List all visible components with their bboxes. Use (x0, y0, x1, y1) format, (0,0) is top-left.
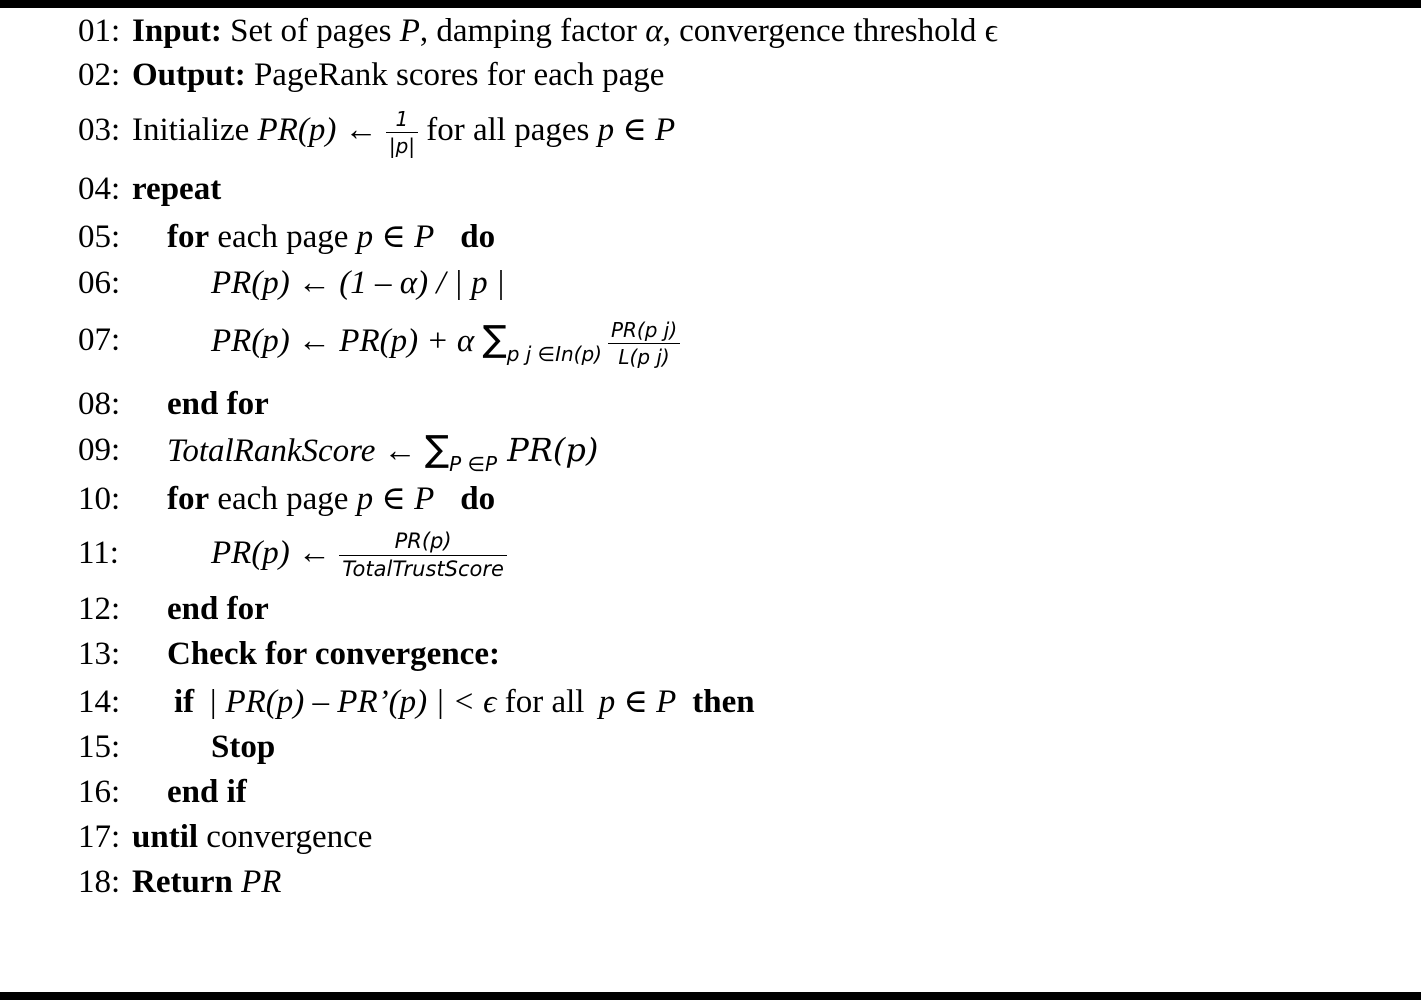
page-condition: p ∈ P (597, 112, 676, 148)
output-keyword: Output: (132, 57, 246, 93)
sum-symbol: ∑ (482, 319, 507, 360)
line-number: 08: (78, 386, 121, 422)
line-number: 04: (78, 171, 121, 207)
pr-term: PR(p) (497, 431, 599, 469)
sum-symbol: ∑ (424, 429, 450, 470)
line-number: 10: (78, 481, 121, 517)
line-number: 09: (78, 432, 121, 468)
line-number: 16: (78, 774, 121, 810)
then-keyword: then (692, 684, 755, 720)
page-condition: p ∈ P (598, 684, 677, 720)
do-keyword: do (460, 481, 496, 517)
end-if-keyword: end if (167, 774, 247, 810)
return-keyword: Return (132, 864, 233, 900)
input-text: Set of pages (221, 13, 400, 49)
line-body (132, 9, 998, 53)
input-text-3: , convergence threshold (662, 13, 985, 49)
space (233, 864, 241, 900)
pr-lhs: PR(p) (257, 112, 337, 148)
epsilon-symbol: ϵ (984, 13, 998, 49)
top-rule (0, 0, 1421, 8)
return-value: PR (241, 864, 282, 900)
for-all-text: for all pages (418, 112, 598, 148)
output-text: PageRank scores for each page (245, 57, 665, 93)
fraction-denominator: TotalTrustScore (339, 555, 507, 580)
line-body (211, 318, 680, 367)
normalize-expression: PR(p) ← (211, 535, 340, 572)
convergence-text: convergence (198, 819, 373, 855)
end-for-keyword: end for (167, 591, 269, 627)
line-number: 07: (78, 322, 121, 358)
line-body (167, 428, 598, 476)
line-body (132, 815, 372, 859)
each-page-text: each page (209, 481, 357, 517)
fraction-numerator: PR(p) (394, 529, 452, 553)
for-all-text: for all (496, 684, 593, 720)
input-text-2: , damping factor (419, 13, 646, 49)
line-number: 03: (78, 112, 121, 148)
assign-arrow: ← (336, 112, 386, 148)
line-number: 18: (78, 864, 121, 900)
repeat-keyword: repeat (132, 171, 222, 207)
line-number: 14: (78, 684, 121, 720)
sum-subscript: p j ∈In(p) (506, 342, 602, 366)
stop-keyword: Stop (211, 729, 276, 765)
end-for-keyword: end for (167, 386, 269, 422)
line-number: 05: (78, 219, 121, 255)
fraction-numerator: PR(p j) (610, 317, 678, 342)
line-number: 11: (78, 535, 119, 571)
fraction-denominator: |p| (386, 132, 418, 156)
alpha-symbol: α (645, 13, 663, 49)
for-keyword: for (167, 219, 210, 255)
line-number: 06: (78, 265, 121, 301)
line-body (211, 531, 507, 580)
for-keyword: for (167, 481, 210, 517)
convergence-condition: | PR(p) – PR’(p) | < ϵ (208, 684, 497, 720)
input-keyword: Input: (132, 13, 222, 49)
fraction-numerator: 1 (395, 106, 409, 131)
damping-expression: PR(p) ← (1 – α) / | p | (211, 265, 505, 301)
update-expression: PR(p) ← PR(p) + α (211, 323, 483, 359)
if-keyword: if (174, 684, 195, 720)
line-body (132, 108, 675, 156)
line-number: 17: (78, 819, 121, 855)
bottom-rule (0, 992, 1421, 1000)
line-body (132, 860, 281, 904)
line-body (132, 53, 664, 97)
line-body (167, 477, 495, 521)
line-number: 15: (78, 729, 121, 765)
sum-subscript: P ∈P (449, 452, 498, 476)
line-number: 13: (78, 636, 121, 672)
each-page-text: each page (209, 219, 357, 255)
until-keyword: until (132, 819, 199, 855)
initialize-text: Initialize (132, 112, 258, 148)
line-number: 01: (78, 13, 121, 49)
page-condition: p ∈ P (356, 481, 435, 517)
fraction-denominator: L(p j) (608, 343, 680, 367)
page-condition: p ∈ P (356, 219, 435, 255)
line-body (174, 680, 755, 724)
contribution-fraction (608, 317, 680, 369)
line-body (167, 215, 495, 259)
do-keyword: do (460, 219, 496, 255)
check-convergence-keyword: Check for convergence: (167, 636, 500, 672)
line-number: 02: (78, 57, 121, 93)
assign-arrow: ← (375, 433, 425, 469)
total-rank-score: TotalRankScore (167, 433, 376, 469)
init-fraction (386, 106, 418, 158)
line-number: 12: (78, 591, 121, 627)
normalize-fraction (339, 531, 507, 580)
pages-variable: P (399, 13, 420, 49)
